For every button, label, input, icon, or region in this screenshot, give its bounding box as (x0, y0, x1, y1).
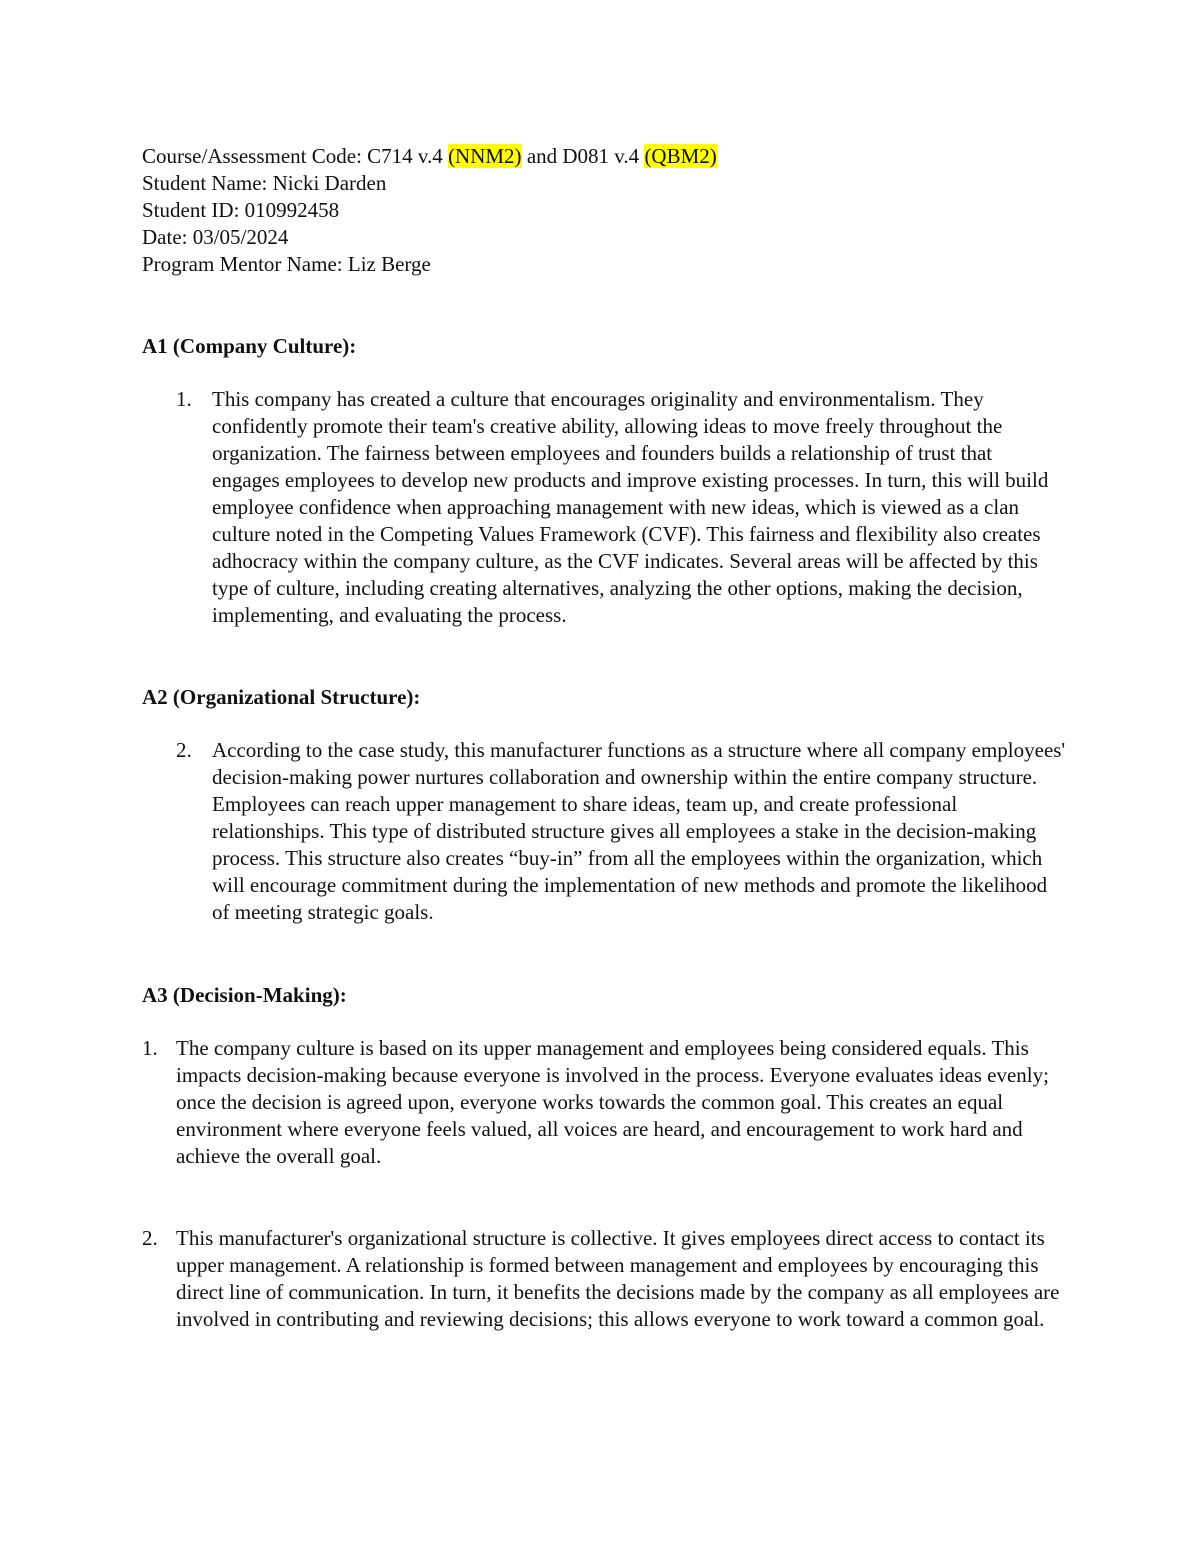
course-code-line (142, 143, 1082, 170)
document-header (142, 143, 1082, 278)
list-item-number: 1. (142, 1036, 158, 1060)
list-item-text: According to the case study, this manufacturer functions as a structure where all company employees' decision-making power nurtures collaboration and ownership within the entire company structure. Employees can reach upper management to share ideas, team up, and create professional relationships. This type of distributed structure gives all employees a stake in the decision-making process. This structure also creates “buy-in” from all the employees within the organization, which will encourage commitment during the implementation of new methods and promote the likelihood of meeting strategic goals. (212, 738, 1066, 924)
section-heading-a3: A3 (Decision-Making): (142, 983, 347, 1007)
list-item-text: The company culture is based on its upper management and employees being considered equals. This impacts decision-making because everyone is involved in the process. Everyone evaluates ideas evenly; once the decision is agreed upon, everyone works towards the common goal. This creates an equal environment where everyone feels valued, all voices are heard, and encouragement to work hard and achieve the overall goal. (176, 1036, 1049, 1168)
section-heading-a1: A1 (Company Culture): (142, 334, 357, 358)
course-code-prefix: Course/Assessment Code: C714 v.4 (142, 144, 449, 168)
list-item-text: This company has created a culture that encourages originality and environmentalism. They confidently promote their team's creative ability, allowing ideas to move freely throughout the organization. The fairness between employees and founders builds a relationship of trust that engages employees to develop new products and improve existing processes. In turn, this will build employee confidence when approaching management with new ideas, which is viewed as a clan culture noted in the Competing Values Framework (CVF). This fairness and flexibility also creates adhocracy within the company culture, as the CVF indicates. Several areas will be affected by this type of culture, including creating alternatives, analyzing the other options, making the decision, implementing, and evaluating the process. (212, 387, 1049, 627)
list-item-text: This manufacturer's organizational structure is collective. It gives employees direct access to contact its upper management. A relationship is formed between management and employees by encouraging this direct line of communication. In turn, it benefits the decisions made by the company as all employees are involved in contributing and reviewing decisions; this allows everyone to work toward a common goal. (176, 1226, 1060, 1331)
highlighted-code-nnm2: (NNM2) (448, 144, 522, 168)
list-item-number: 2. (176, 738, 192, 762)
list-item-number: 2. (142, 1226, 158, 1250)
student-name: Student Name: Nicki Darden (142, 171, 387, 195)
program-mentor: Program Mentor Name: Liz Berge (142, 252, 431, 276)
section-heading-a2: A2 (Organizational Structure): (142, 685, 421, 709)
submission-date: Date: 03/05/2024 (142, 225, 289, 249)
list-item-number: 1. (176, 387, 192, 411)
student-id: Student ID: 010992458 (142, 198, 340, 222)
course-code-middle: and D081 v.4 (521, 144, 645, 168)
highlighted-code-qbm2: (QBM2) (644, 144, 717, 168)
